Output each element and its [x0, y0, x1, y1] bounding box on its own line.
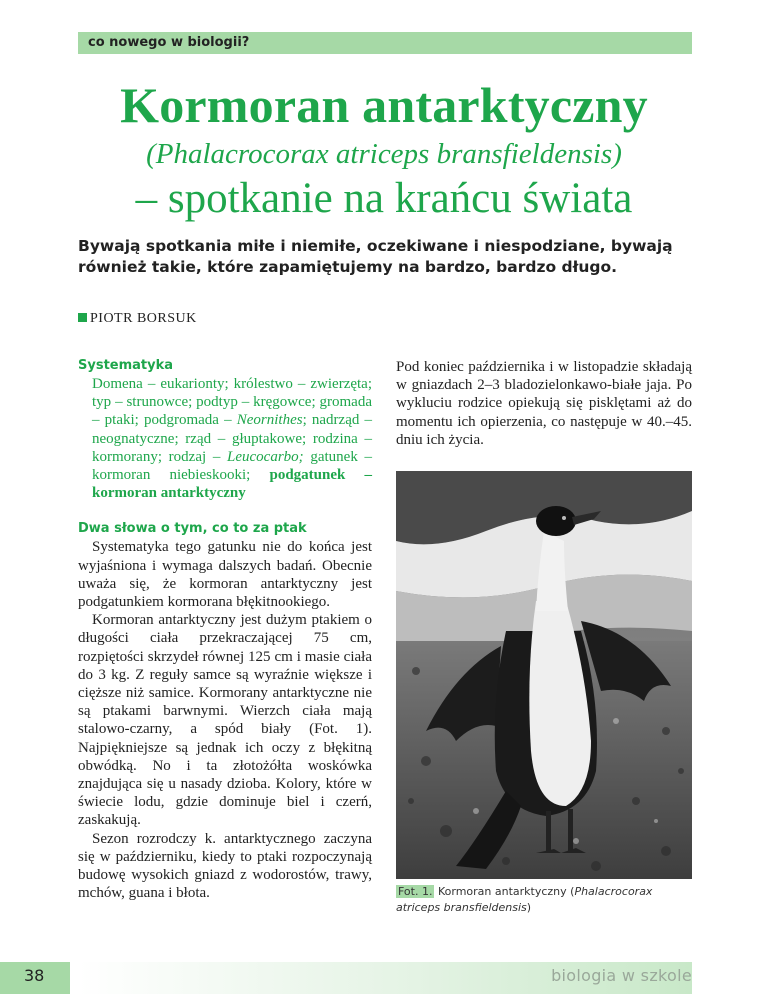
author-square-icon	[78, 313, 87, 322]
caption-label: Fot. 1.	[398, 885, 433, 898]
lead-paragraph: Bywają spotkania miłe i niemiłe, oczekiwane i niespodziane, bywają również takie, które zapamiętujemy na bardzo, bardzo długo.	[78, 237, 673, 276]
paragraph: Kormoran antarktyczny jest dużym ptakiem o długości ciała przekraczającej 75 cm, rozpiętości skrzydeł równej 125 cm i masie ciała do 3 kg. Z reguły samce są wyraźnie większe i cięższe niż samice. Kormorany antarktyczne nie są ptakami barwnymi. Wierzch ciała mają stalowo-czarny, a spód biały (Fot. 1). Najpiękniejsze są jednak ich oczy z błękitną obwódką. No i ta złotożółta woskówka znajdująca się u nasady dzioba. Kolory, które w świecie lodu, gdzie dominuje biel i czerń, zaskakują.	[78, 612, 372, 829]
paragraph: Systematyka tego gatunku nie do końca jest wyjaśniona i wymaga dalszych badań. Obecnie uważa się, że kormoran antarktyczny jest podgatunkiem kormorana błękitnookiego.	[78, 539, 372, 611]
systematyka-heading: Systematyka	[78, 358, 174, 373]
article-subtitle-latin: (Phalacrocorax atriceps bransfieldensis)	[146, 138, 622, 170]
article-title: Kormoran antarktyczny	[120, 77, 648, 133]
magazine-name: biologia w szkole	[551, 966, 692, 985]
syst-part3: gatunek – kormoran niebieskooki;	[92, 448, 373, 484]
section-label: co nowego w biologii?	[88, 35, 250, 50]
syst-part2: ; nadrząd – neognatyczne; rząd – głuptakowe; rodzina – kormorany; rodzaj –	[92, 412, 373, 465]
section2-heading: Dwa słowa o tym, co to za ptak	[78, 521, 307, 537]
syst-podgatunek: podgatunek – kormoran antarktyczny	[92, 467, 373, 502]
cormorant-photo	[396, 471, 692, 879]
caption-end: )	[526, 901, 532, 914]
syst-leucocarbo: Leucocarbo;	[227, 448, 304, 465]
systematyka-text	[78, 375, 372, 502]
right-column-text	[396, 358, 692, 449]
author-line	[78, 311, 197, 327]
article-subtitle: – spotkanie na krańcu świata	[135, 175, 633, 222]
caption-latin: Phalacrocorax atriceps bransfieldensis	[396, 885, 653, 914]
left-column	[78, 357, 372, 902]
syst-neornithes: Neornithes	[236, 412, 303, 429]
caption-text: Kormoran antarktyczny (	[434, 885, 575, 898]
page-number: 38	[24, 966, 45, 985]
paragraph: Sezon rozrodczy k. antarktycznego zaczyna się w październiku, kiedy to ptaki rozpoczynają budowę wysokich gniazd z wodorostów, trawy, mchów, guana i błota.	[78, 830, 372, 902]
paragraph: Pod koniec października i w listopadzie składają w gniazdach 2–3 bladozielonkawo-białe jaja. Po wykluciu rodzice opiekują się pisklętami aż do momentu ich opierzenia, co następuje w 40.–45. dniu ich życia.	[396, 359, 692, 448]
section-header	[78, 32, 692, 54]
photo-caption	[396, 884, 692, 916]
syst-part1: Domena – eukarionty; królestwo – zwierzęta; typ – strunowce; podtyp – kręgowce; gromada – ptaki; podgromada –	[92, 376, 372, 429]
author-name: PIOTR BORSUK	[90, 311, 197, 326]
